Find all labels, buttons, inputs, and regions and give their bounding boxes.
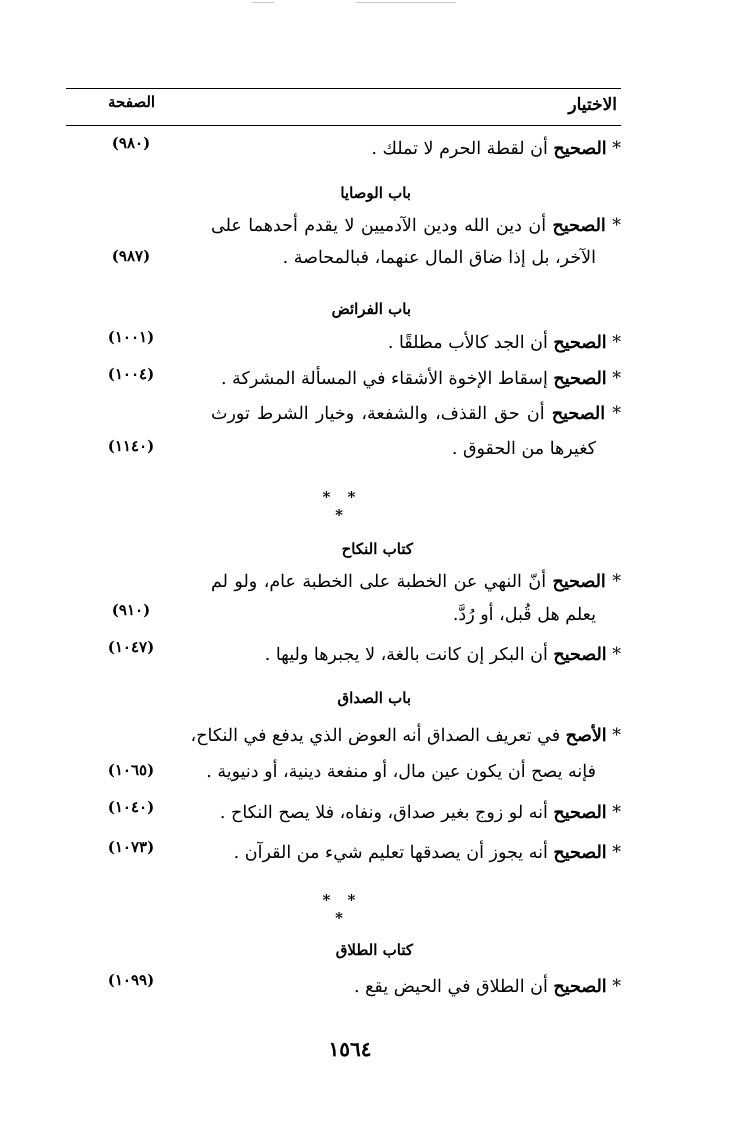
entry-line (211, 402, 621, 426)
entry-line (265, 643, 621, 667)
section-divider-stars: * * * (322, 488, 362, 524)
entry-lead: الصحيح (553, 139, 607, 159)
page-reference: (١٠٦٥) (107, 761, 155, 779)
column-header-page: الصفحة (108, 93, 156, 111)
bullet: * (606, 333, 621, 353)
bullet: * (605, 572, 621, 592)
page-reference: (١١٤٠) (107, 437, 155, 455)
page-reference: (١٠٤٠) (107, 798, 155, 816)
bullet: * (605, 216, 621, 236)
entry-lead: الصحيح (553, 843, 607, 863)
page-reference: (٩٨٠) (111, 134, 151, 152)
bullet: * (606, 977, 621, 997)
page-reference: (١٠٠٤) (107, 365, 155, 383)
entry-continuation: كغيرها من الحقوق . (451, 439, 596, 459)
page-number: ١٥٦٤ (328, 1037, 372, 1061)
entry-lead: الصحيح (552, 216, 606, 236)
section-heading-wasaya: باب الوصايا (340, 184, 411, 202)
entry-continuation: يعلم هل قُبل، أو رُدَّ. (452, 605, 596, 625)
entry-line (234, 841, 621, 865)
scan-artifact (356, 2, 456, 3)
page-reference: (١٠٧٣) (107, 838, 155, 856)
entry-line (190, 724, 621, 748)
entry-line (371, 137, 621, 161)
page-reference: (٩١٠) (111, 601, 151, 619)
entry-text: إسقاط الإخوة الأشقاء في المسألة المشركة . (221, 369, 548, 389)
bullet: * (606, 843, 621, 863)
entry-text: أن الجد كالأب مطلقًا . (387, 333, 548, 353)
entry-lead: الصحيح (552, 572, 606, 592)
entry-lead: الأصح (565, 726, 607, 746)
page-reference: (١٠٩٩) (107, 971, 155, 989)
bullet: * (605, 404, 621, 424)
page-reference: (١٠٠١) (107, 328, 155, 346)
entry-text: أنه لو زوج بغير صداق، ونفاه، فلا يصح النكاح . (219, 803, 548, 823)
section-heading-talaq: كتاب الطلاق (335, 941, 413, 959)
scan-artifact (252, 2, 274, 3)
entry-lead: الصحيح (553, 803, 607, 823)
page-reference: (٩٨٧) (111, 247, 151, 265)
bullet: * (606, 803, 621, 823)
section-heading-nikah: كتاب النكاح (341, 540, 413, 558)
entry-text: أن الطلاق في الحيض يقع . (353, 977, 548, 997)
entry-text: أن البكر إن كانت بالغة، لا يجبرها وليها . (264, 645, 548, 665)
entry-text: أن لقطة الحرم لا تملك . (371, 139, 548, 159)
entry-lead: الصحيح (553, 333, 607, 353)
entry-line (211, 570, 621, 594)
bullet: * (606, 369, 621, 389)
entry-text: أنّ النهي عن الخطبة على الخطبة عام، ولو لم (211, 572, 547, 592)
bullet: * (606, 645, 621, 665)
entry-text: أنه يجوز أن يصدقها تعليم شيء من القرآن . (233, 843, 548, 863)
entry-lead: الصحيح (553, 369, 607, 389)
entry-line (211, 214, 621, 238)
entry-line (388, 331, 621, 355)
entry-continuation: فإنه يصح أن يكون عين مال، أو منفعة دينية، أو دنيوية . (206, 762, 596, 782)
entry-text: في تعريف الصداق أنه العوض الذي يدفع في النكاح، (190, 726, 561, 746)
bullet: * (606, 139, 621, 159)
page-reference: (١٠٤٧) (107, 638, 155, 656)
bullet: * (606, 726, 621, 746)
entry-line (220, 801, 621, 825)
entry-lead: الصحيح (553, 977, 607, 997)
entry-lead: الصحيح (551, 404, 606, 424)
entry-continuation: الآخر، بل إذا ضاق المال عنهما، فبالمحاصة . (282, 248, 596, 268)
entry-text: أن دين الله ودين الآدميين لا يقدم أحدهما على (211, 216, 547, 236)
column-header-choice: الاختيار (568, 95, 617, 115)
entry-lead: الصحيح (553, 645, 607, 665)
entry-text: أن حق القذف، والشفعة، وخيار الشرط تورث (211, 404, 545, 424)
entry-line (354, 975, 621, 999)
section-heading-faraid: باب الفرائض (331, 300, 411, 318)
table-header (66, 88, 621, 126)
entry-line (221, 367, 621, 391)
section-divider-stars: * * * (322, 891, 362, 927)
section-heading-sadaq: باب الصداق (337, 689, 411, 707)
